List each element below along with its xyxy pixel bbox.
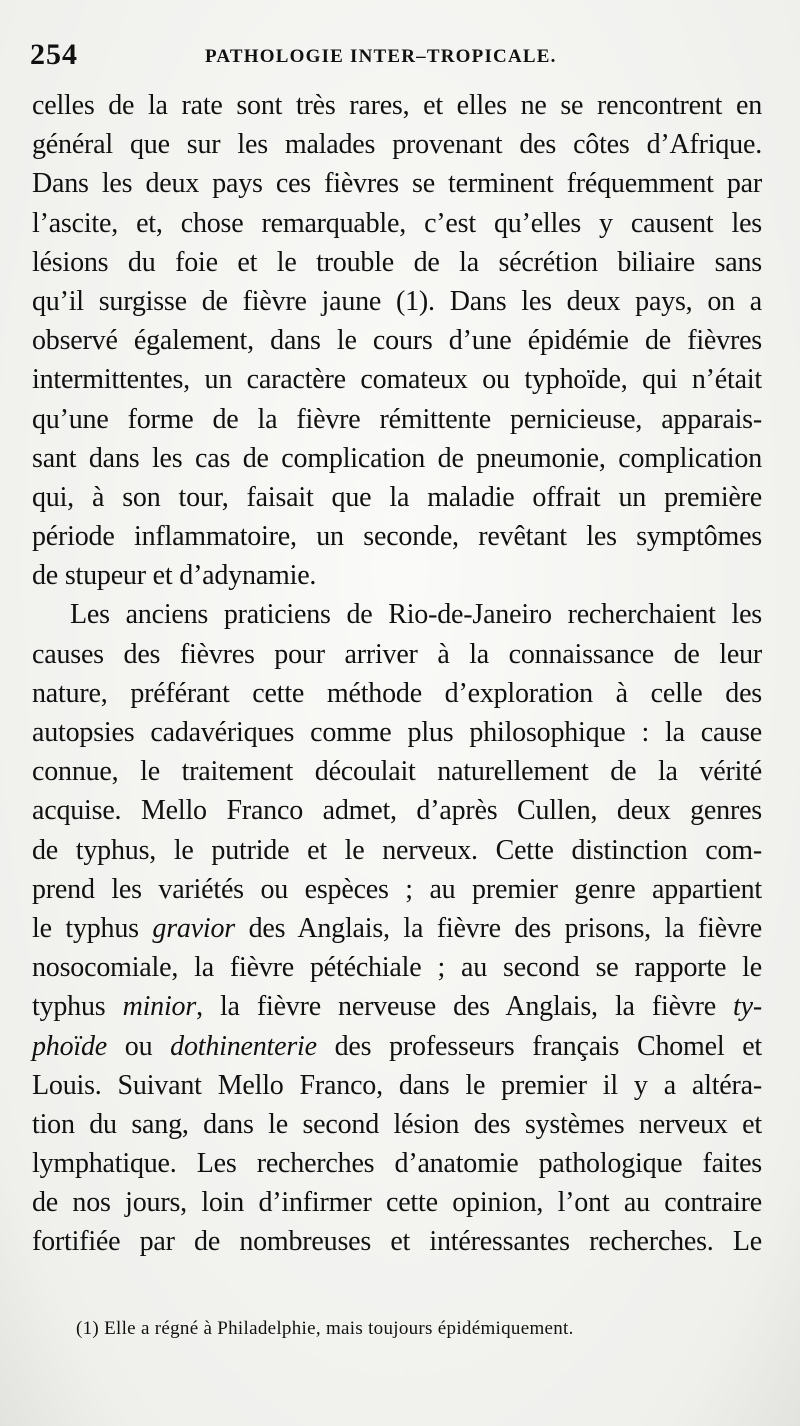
text-line: observé également, dans le cours d’une épidémie de fièvres xyxy=(32,325,762,357)
text-line: lymphatique. Les recherches d’anatomie pathologique faites xyxy=(32,1148,762,1180)
text-line: période inflammatoire, un seconde, revêtant les symptômes xyxy=(32,521,762,553)
paragraph-start-line: Les anciens praticiens de Rio-de-Janeiro recherchaient les xyxy=(70,599,762,631)
text-line: typhus minior, la fièvre nerveuse des Anglais, la fièvre ty- xyxy=(32,991,762,1023)
text-line: nature, préférant cette méthode d’exploration à celle des xyxy=(32,677,762,709)
text-line: intermittentes, un caractère comateux ou typhoïde, qui n’était xyxy=(32,364,762,396)
text-line: Louis. Suivant Mello Franco, dans le premier il y a altéra- xyxy=(32,1069,762,1101)
text-line: phoïde ou dothinenterie des professeurs français Chomel et xyxy=(32,1030,762,1062)
text-line: Dans les deux pays ces fièvres se terminent fréquemment par xyxy=(32,168,762,200)
text-line: autopsies cadavériques comme plus philosophique : la cause xyxy=(32,717,762,748)
text-line: fortifiée par de nombreuses et intéressantes recherches. Le xyxy=(32,1226,762,1258)
footnote: (1) Elle a régné à Philadelphie, mais toujours épidémiquement. xyxy=(76,1318,574,1339)
text-line: l’ascite, et, chose remarquable, c’est qu’elles y causent les xyxy=(32,207,762,239)
text-line: nosocomiale, la fièvre pétéchiale ; au second se rapporte le xyxy=(32,952,762,984)
text-line: sant dans les cas de complication de pneumonie, complication xyxy=(32,442,762,474)
page-number: 254 xyxy=(30,38,78,71)
text-line: qui, à son tour, faisait que la maladie offrait un première xyxy=(32,481,762,513)
text-line: tion du sang, dans le second lésion des systèmes nerveux et xyxy=(32,1108,762,1140)
text-line: de nos jours, loin d’infirmer cette opinion, l’ont au contraire xyxy=(32,1187,762,1219)
page-header xyxy=(30,38,770,78)
text-line: qu’il surgisse de fièvre jaune (1). Dans les deux pays, on a xyxy=(32,285,762,317)
text-line: général que sur les malades provenant des côtes d’Afrique. xyxy=(32,129,762,161)
text-line: connue, le traitement découlait naturellement de la vérité xyxy=(32,756,762,788)
text-line: acquise. Mello Franco admet, d’après Cullen, deux genres xyxy=(32,795,762,827)
text-line: le typhus gravior des Anglais, la fièvre des prisons, la fièvre xyxy=(32,912,762,944)
running-title: PATHOLOGIE INTER–TROPICALE. xyxy=(205,46,557,67)
text-line: prend les variétés ou espèces ; au premier genre appartient xyxy=(32,873,762,905)
body-text xyxy=(32,86,762,1262)
text-line: qu’une forme de la fièvre rémittente pernicieuse, apparais- xyxy=(32,403,762,435)
text-line: causes des fièvres pour arriver à la connaissance de leur xyxy=(32,638,762,670)
text-line: de stupeur et d’adynamie. xyxy=(32,560,317,592)
text-line: lésions du foie et le trouble de la sécrétion biliaire sans xyxy=(32,246,762,278)
text-line: celles de la rate sont très rares, et elles ne se rencontrent en xyxy=(32,90,762,121)
text-line: de typhus, le putride et le nerveux. Cette distinction com- xyxy=(32,834,762,866)
